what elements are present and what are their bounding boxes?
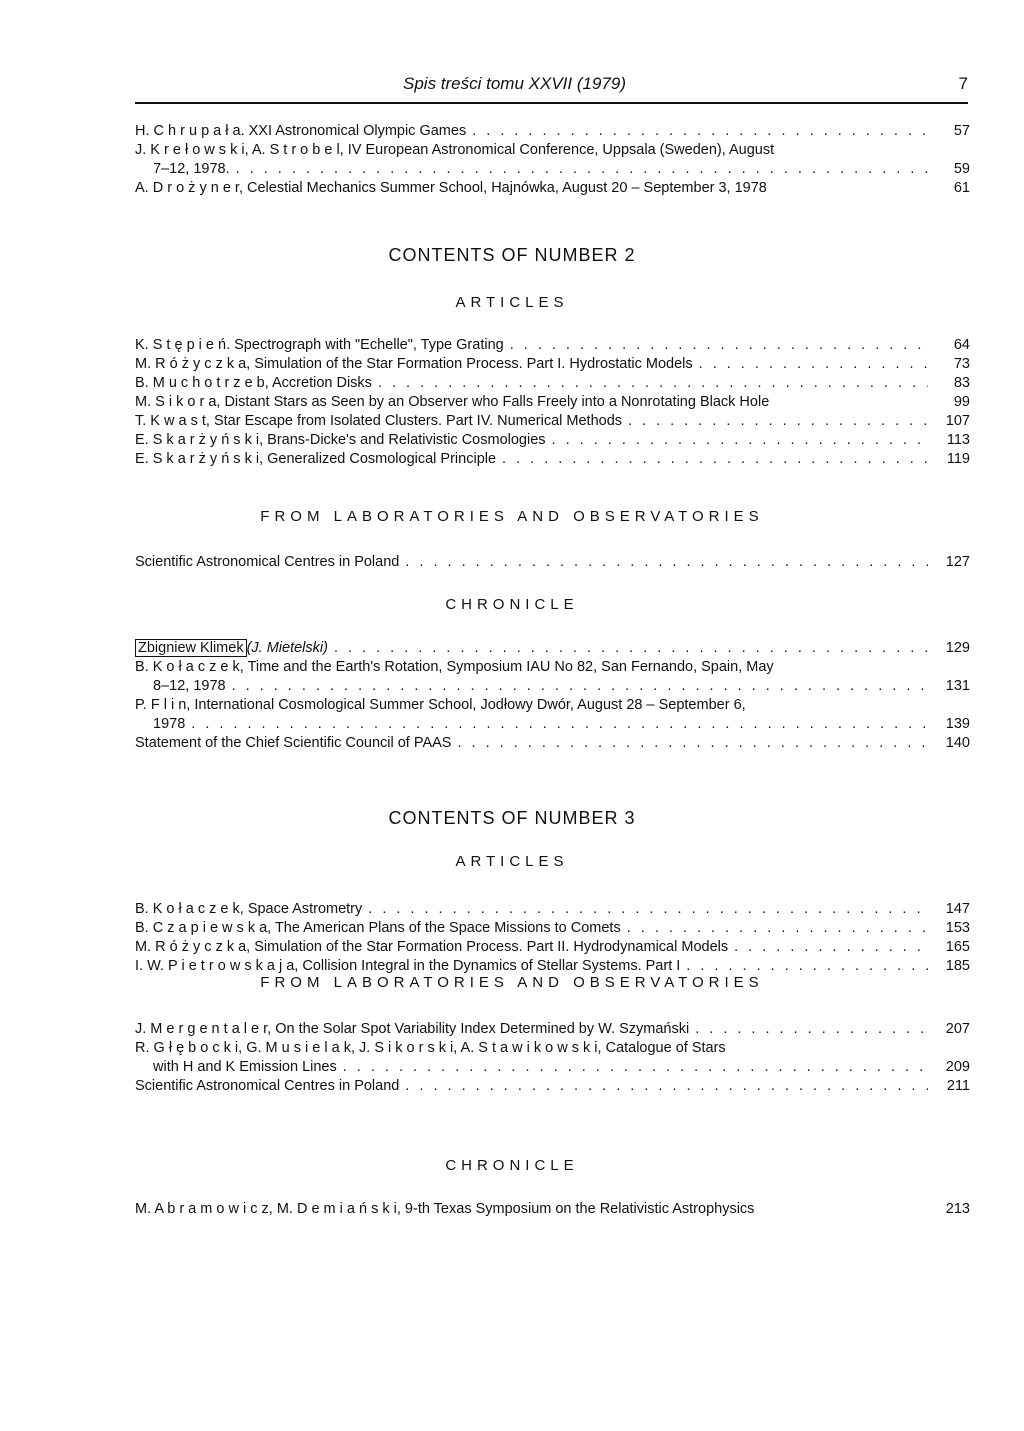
entry-title: Statement of the Chief Scientific Council of PAAS [135, 735, 452, 751]
leader-dots [734, 938, 928, 957]
entry-author: B. C z a p i e w s k a, [135, 920, 272, 936]
entry-title: A. S t r o b e l, IV European Astronomical Conference, Uppsala (Sweden), August [248, 142, 775, 158]
entry-page: 131 [945, 678, 970, 694]
entry-author: I. W. P i e t r o w s k a j a, [135, 958, 299, 974]
entry-page: 61 [953, 180, 970, 196]
entry-title: International Cosmological Summer School, Jodłowy Dwór, August 28 – September 6, [190, 697, 746, 713]
entry-title: Time and the Earth's Rotation, Symposium IAU No 82, San Fernando, Spain, May [243, 659, 774, 675]
boxed-name: Zbigniew Klimek [135, 639, 247, 657]
entry-author: A. D r o ż y n e r, [135, 180, 243, 196]
leader-dots [378, 374, 928, 393]
entry-page: 207 [945, 1021, 970, 1037]
leader-dots [502, 450, 928, 469]
entry-page: 127 [945, 554, 970, 570]
articles-heading: ARTICLES [455, 294, 569, 311]
entry-page: 139 [945, 716, 970, 732]
entry-author: M. R ó ż y c z k a, [135, 356, 251, 372]
entry-title: Celestial Mechanics Summer School, Hajnówka, August 20 – September 3, 1978 [242, 180, 767, 196]
entry-page: 209 [945, 1059, 970, 1075]
leader-dots [232, 677, 928, 696]
toc-entry [135, 179, 970, 198]
contents-number-2-heading: CONTENTS OF NUMBER 2 [388, 245, 636, 265]
entry-page: 57 [953, 123, 970, 139]
entry-author: P. F l i n, [135, 697, 191, 713]
header-title: Spis treści tomu XXVII (1979) [403, 74, 626, 93]
toc-entry [135, 122, 970, 141]
entry-author: M. S i k o r a, [135, 394, 221, 410]
chronicle-heading: CHRONICLE [445, 596, 579, 613]
leader-dots [552, 431, 928, 450]
entry-title: Catalogue of Stars [601, 1040, 726, 1056]
entry-title: . XXI Astronomical Olympic Games [240, 123, 467, 139]
entry-page: 119 [946, 451, 970, 467]
entry-title-continued: with H and K Emission Lines [153, 1059, 337, 1075]
leader-dots [628, 412, 928, 431]
entry-title: The American Plans of the Space Missions to Comets [271, 920, 621, 936]
toc-entry [135, 355, 970, 374]
entry-title-continued: 1978 [153, 716, 186, 732]
toc-entry [135, 141, 970, 179]
entry-title: Distant Stars as Seen by an Observer who Falls Freely into a Nonrotating Black Hole [220, 394, 770, 410]
toc-entries-chronicle-2 [135, 639, 970, 753]
entry-author: M. R ó ż y c z k a, [135, 939, 251, 955]
entry-page: 211 [946, 1078, 970, 1094]
entry-title: Star Escape from Isolated Clusters. Part IV. Numerical Methods [209, 413, 623, 429]
toc-entries-number-3 [135, 900, 970, 976]
entry-author: J. M e r g e n t a l e r, [135, 1021, 272, 1037]
entry-author: M. A b r a m o w i c z, M. D e m i a ń s k i, [135, 1201, 401, 1217]
toc-entry [135, 393, 970, 412]
header-rule [135, 102, 968, 104]
entry-page: 83 [953, 375, 970, 391]
entry-author: H. C h r u p a ł a [135, 123, 241, 139]
entry-title-continued: 8–12, 1978 [153, 678, 226, 694]
toc-entry [135, 450, 970, 469]
entry-title: Simulation of the Star Formation Process. Part II. Hydrodynamical Models [250, 939, 729, 955]
entry-author: B. K o ł a c z e k, [135, 659, 244, 675]
leader-dots [472, 122, 928, 141]
labs-heading: FROM LABORATORIES AND OBSERVATORIES [260, 974, 764, 991]
labs-heading: FROM LABORATORIES AND OBSERVATORIES [260, 508, 764, 525]
leader-dots [405, 1077, 928, 1096]
entry-page: 147 [945, 901, 970, 917]
entry-author: E. S k a r ż y ń s k i, [135, 432, 264, 448]
leader-dots [334, 639, 928, 658]
leader-dots [510, 336, 928, 355]
leader-dots [405, 553, 928, 572]
articles-heading: ARTICLES [455, 853, 569, 870]
entry-page: 185 [945, 958, 970, 974]
entry-title: Accretion Disks [268, 375, 372, 391]
entry-author: B. M u c h o t r z e b, [135, 375, 269, 391]
entry-title: Scientific Astronomical Centres in Poland [135, 554, 400, 570]
entry-page: 59 [953, 161, 970, 177]
entry-author: K. S t ę p i e ń. [135, 337, 231, 353]
toc-entry [135, 553, 970, 572]
entry-page: 73 [953, 356, 970, 372]
toc-entry [135, 1020, 970, 1039]
toc-entry [135, 696, 970, 715]
toc-entry [135, 1077, 970, 1096]
entry-title: Brans-Dicke's and Relativistic Cosmologies [263, 432, 546, 448]
entry-title: 9-th Texas Symposium on the Relativistic Astrophysics [400, 1201, 755, 1217]
entry-page: 153 [945, 920, 970, 936]
toc-entry [135, 336, 970, 355]
chronicle-heading: CHRONICLE [445, 1157, 579, 1174]
leader-dots [343, 1058, 928, 1077]
entry-title: On the Solar Spot Variability Index Determined by W. Szymański [271, 1021, 690, 1037]
entry-author: E. S k a r ż y ń s k i, [135, 451, 264, 467]
entry-title: Space Astrometry [243, 901, 363, 917]
entry-author: T. K w a s t, [135, 413, 210, 429]
entry-page: 129 [945, 640, 970, 656]
entry-page: 165 [945, 939, 970, 955]
toc-entry [135, 1200, 970, 1219]
running-header [135, 74, 968, 98]
entry-author: J. K r e ł o w s k i, [135, 142, 249, 158]
toc-entry [135, 919, 970, 938]
entry-title: (J. Mietelski) [246, 640, 328, 656]
toc-entry [135, 412, 970, 431]
entry-page: 113 [946, 432, 970, 448]
entry-page: 140 [945, 735, 970, 751]
entry-page: 107 [945, 413, 970, 429]
leader-dots [368, 900, 928, 919]
toc-entry [135, 639, 970, 658]
entry-title-continued: 7–12, 1978. [153, 161, 230, 177]
leader-dots [236, 160, 928, 179]
entry-page: 99 [953, 394, 970, 410]
leader-dots [699, 355, 928, 374]
entry-title: Generalized Cosmological Principle [263, 451, 497, 467]
toc-entry [135, 431, 970, 450]
entry-title: Simulation of the Star Formation Process. Part I. Hydrostatic Models [250, 356, 693, 372]
toc-entry [135, 658, 970, 677]
contents-number-3-heading: CONTENTS OF NUMBER 3 [388, 808, 636, 828]
entry-author: B. K o ł a c z e k, [135, 901, 244, 917]
toc-entry [135, 1039, 970, 1058]
entry-title: Spectrograph with "Echelle", Type Grating [230, 337, 504, 353]
entry-title: Scientific Astronomical Centres in Poland [135, 1078, 400, 1094]
toc-entry [135, 938, 970, 957]
toc-entries-labs-3 [135, 1020, 970, 1096]
entry-title: Collision Integral in the Dynamics of Stellar Systems. Part I [298, 958, 681, 974]
toc-entries-number-2 [135, 336, 970, 469]
entry-page: 64 [953, 337, 970, 353]
leader-dots [191, 715, 928, 734]
leader-dots [627, 919, 928, 938]
entry-author: R. G ł ę b o c k i, G. M u s i e l a k, J. S i k o r s k i, A. S t a w i k o w s k i, [135, 1040, 602, 1056]
header-page-number: 7 [958, 74, 968, 93]
leader-dots [457, 734, 928, 753]
toc-entry [135, 900, 970, 919]
leader-dots [695, 1020, 928, 1039]
toc-entry [135, 374, 970, 393]
toc-entry [135, 734, 970, 753]
entry-page: 213 [945, 1201, 970, 1217]
